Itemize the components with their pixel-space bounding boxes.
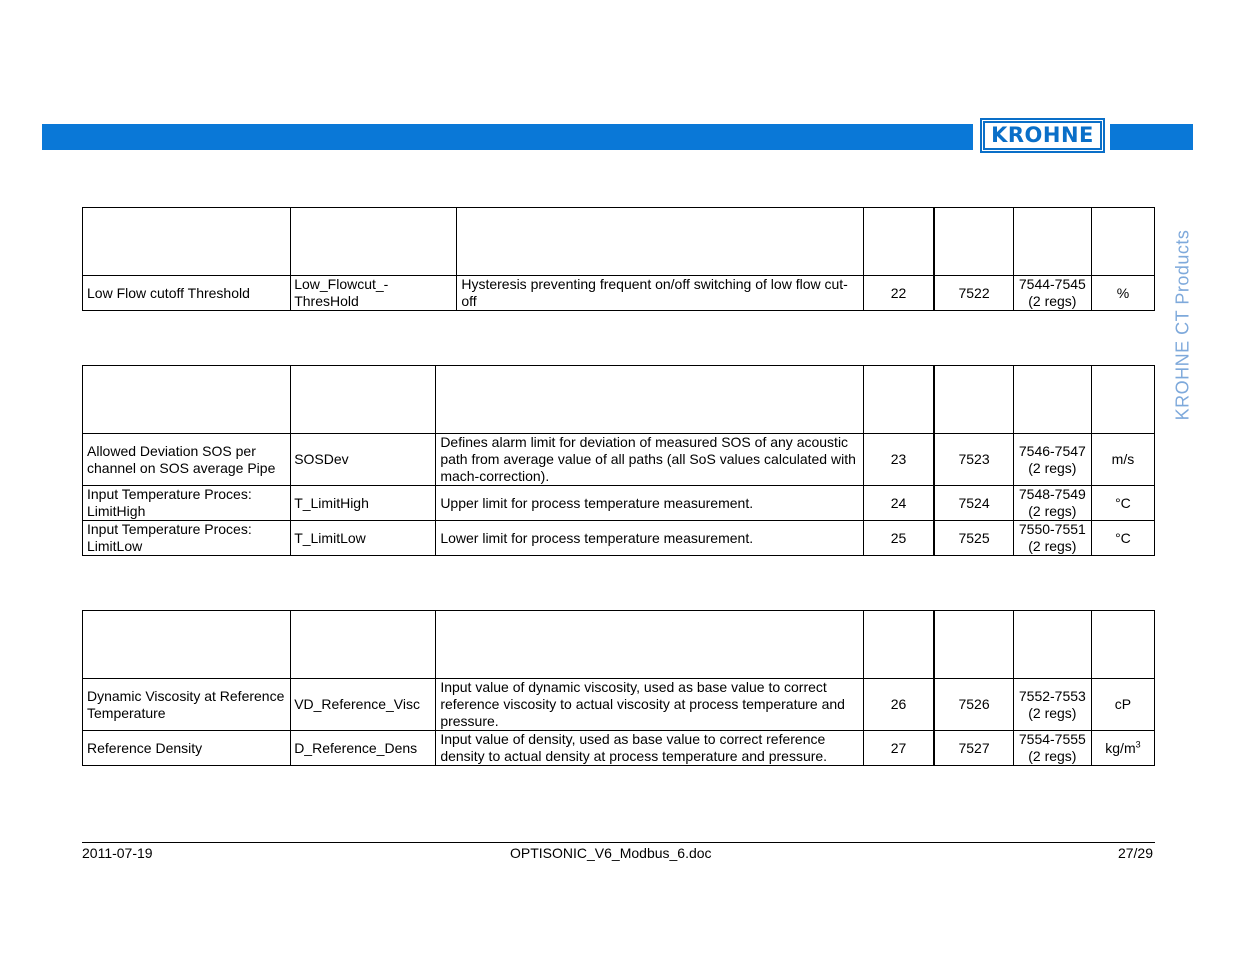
param-description: Defines alarm limit for deviation of measured SOS of any acoustic path from average value of all paths (all SoS values calculated with mach-correction). [436,434,863,486]
param-registers: 7548-7549 (2 regs) [1013,486,1091,521]
param-name: Low Flow cutoff Threshold [83,276,291,311]
unit-superscript: 3 [1135,738,1141,749]
parameter-table-3 [82,610,1155,766]
table-row [83,521,1155,556]
table-header-row [83,366,1155,434]
param-variable: D_Reference_Dens [291,731,436,766]
param-index: 25 [863,521,934,556]
footer-divider [82,842,1155,843]
param-variable: Low_Flowcut_- ThresHold [291,276,457,311]
param-unit: % [1091,276,1154,311]
param-index: 27 [863,731,934,766]
param-registers: 7552-7553 (2 regs) [1013,679,1091,731]
param-unit: m/s [1091,434,1154,486]
parameter-table-2 [82,365,1155,556]
table-row [83,434,1155,486]
table-header-row [83,208,1155,276]
unit-text: kg/m [1105,739,1136,756]
param-registers: 7554-7555 (2 regs) [1013,731,1091,766]
param-address: 7527 [934,731,1013,766]
krohne-logo [980,118,1105,153]
param-unit: °C [1091,486,1154,521]
param-unit: °C [1091,521,1154,556]
logo-text: KROHNE [991,123,1094,147]
side-banner-text: KROHNE CT Products [1172,229,1193,421]
param-registers: 7544-7545 (2 regs) [1013,276,1091,311]
header-bar-right [1110,124,1193,150]
param-variable: VD_Reference_Visc [291,679,436,731]
param-variable: T_LimitLow [291,521,436,556]
param-unit: cP [1091,679,1154,731]
param-description: Hysteresis preventing frequent on/off switching of low flow cut-off [457,276,863,311]
param-description: Input value of dynamic viscosity, used as base value to correct reference viscosity to actual viscosity at process temperature and pressure. [436,679,863,731]
param-address: 7524 [934,486,1013,521]
footer-date: 2011-07-19 [82,845,153,861]
param-address: 7525 [934,521,1013,556]
param-unit [1091,731,1154,766]
param-address: 7523 [934,434,1013,486]
param-description: Lower limit for process temperature measurement. [436,521,863,556]
table-row [83,679,1155,731]
param-variable: SOSDev [291,434,436,486]
param-registers: 7550-7551 (2 regs) [1013,521,1091,556]
param-description: Input value of density, used as base value to correct reference density to actual density at process temperature and pressure. [436,731,863,766]
param-index: 22 [863,276,934,311]
header-bar-left [42,124,973,150]
param-registers: 7546-7547 (2 regs) [1013,434,1091,486]
footer-page-number: 27/29 [1117,845,1153,861]
table-row [83,486,1155,521]
param-name: Dynamic Viscosity at Reference Temperature [83,679,291,731]
param-name: Allowed Deviation SOS per channel on SOS average Pipe [83,434,291,486]
param-variable: T_LimitHigh [291,486,436,521]
param-description: Upper limit for process temperature measurement. [436,486,863,521]
param-name: Input Temperature Proces: LimitLow [83,521,291,556]
param-address: 7522 [934,276,1013,311]
param-index: 24 [863,486,934,521]
parameter-table-1 [82,207,1155,311]
table-row [83,731,1155,766]
param-name: Input Temperature Proces: LimitHigh [83,486,291,521]
param-index: 26 [863,679,934,731]
param-index: 23 [863,434,934,486]
table-row [83,276,1155,311]
footer-filename: OPTISONIC_V6_Modbus_6.doc [510,845,712,861]
table-header-row [83,611,1155,679]
param-address: 7526 [934,679,1013,731]
param-name: Reference Density [83,731,291,766]
